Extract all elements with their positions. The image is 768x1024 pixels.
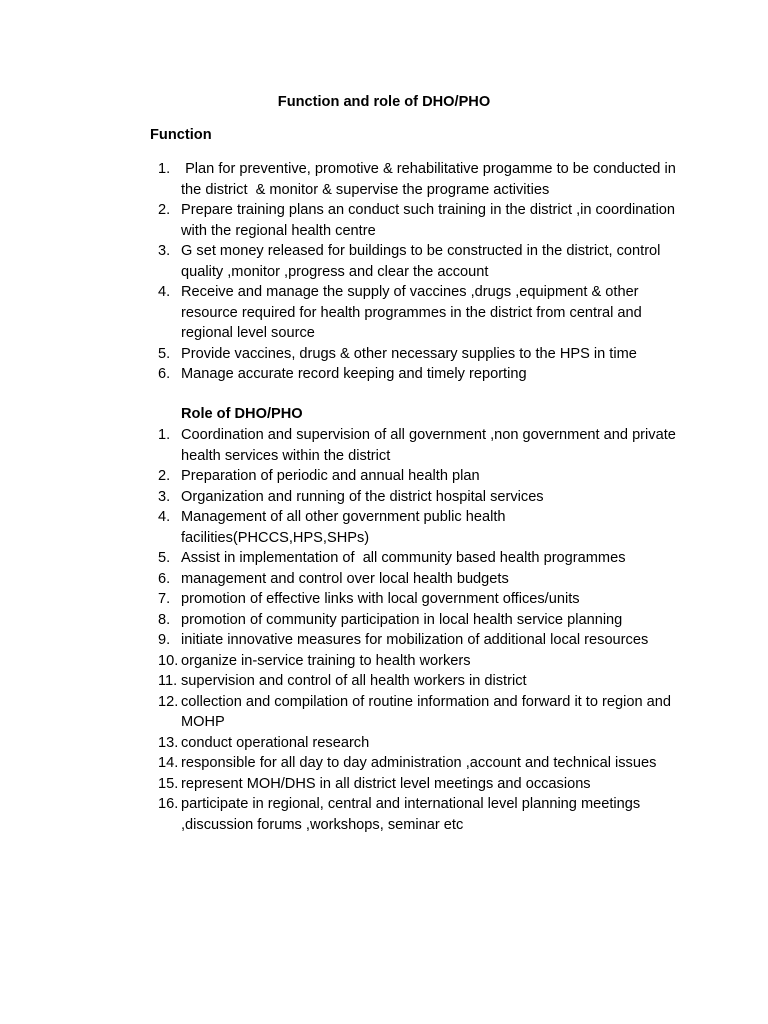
list-item-text: promotion of effective links with local government offices/units: [181, 591, 580, 607]
list-item-text: Receive and manage the supply of vaccines ,drugs ,equipment & other resource required for health programmes in the district from central and regional level source: [181, 284, 646, 341]
list-item-text: collection and compilation of routine information and forward it to region and MOHP: [181, 693, 676, 730]
list-item: [0, 344, 768, 365]
list-number: 8.: [158, 611, 171, 628]
list-number: 6.: [158, 366, 171, 382]
list-number: 16.: [158, 796, 179, 812]
role-list: [0, 425, 768, 835]
list-item-text: Organization and running of the district hospital services: [181, 488, 544, 505]
list-item: [0, 589, 768, 610]
list-number: 9.: [158, 632, 171, 648]
list-item: [0, 630, 768, 651]
list-number: 10.: [158, 652, 179, 669]
list-item-text: participate in regional, central and international level planning meetings ,discussion forums ,workshops, seminar etc: [181, 796, 645, 833]
list-item: [0, 692, 768, 733]
list-item-text: management and control over local health budgets: [181, 570, 509, 587]
list-number: 5.: [158, 550, 171, 566]
list-item-text: Preparation of periodic and annual health plan: [181, 468, 480, 484]
list-number: 3.: [158, 243, 171, 259]
list-item-text: represent MOH/DHS in all district level meetings and occasions: [181, 775, 591, 792]
list-item-text: supervision and control of all health workers in district: [181, 673, 527, 689]
list-item-text: initiate innovative measures for mobilization of additional local resources: [181, 632, 649, 648]
list-item: [0, 282, 768, 344]
list-item-text: promotion of community participation in local health service planning: [181, 611, 623, 628]
list-item: [0, 487, 768, 508]
list-number: 12.: [158, 693, 179, 710]
list-number: 1.: [158, 161, 171, 177]
list-item-text: Assist in implementation of all community based health programmes: [181, 550, 626, 566]
list-item: [0, 733, 768, 754]
list-number: 15.: [158, 775, 179, 792]
list-number: 11.: [158, 673, 178, 689]
list-number: 5.: [158, 345, 171, 362]
list-item-text: Provide vaccines, drugs & other necessary supplies to the HPS in time: [181, 345, 637, 362]
list-item: [0, 610, 768, 631]
list-item-text: G set money released for buildings to be constructed in the district, control quality ,monitor ,progress and clear the account: [181, 243, 665, 280]
list-item: [0, 507, 768, 548]
list-item: [0, 425, 768, 466]
list-item: [0, 159, 768, 200]
list-item: [0, 569, 768, 590]
list-number: 13.: [158, 734, 179, 751]
list-item-text: Coordination and supervision of all government ,non government and private health services within the district: [181, 427, 680, 464]
list-item-text: Prepare training plans an conduct such training in the district ,in coordination with the regional health centre: [181, 202, 680, 239]
list-item-text: Plan for preventive, promotive & rehabilitative progamme to be conducted in the district & monitor & supervise the programe activities: [181, 161, 680, 198]
list-item-text: conduct operational research: [181, 734, 370, 751]
list-item: [0, 794, 768, 835]
list-item: [0, 671, 768, 692]
list-number: 6.: [158, 570, 171, 587]
list-item: [0, 774, 768, 795]
list-number: 4.: [158, 284, 171, 300]
list-item-text: Manage accurate record keeping and timely reporting: [181, 366, 527, 382]
list-item-text: organize in-service training to health workers: [181, 652, 471, 669]
list-number: 2.: [158, 202, 171, 218]
list-item: [0, 466, 768, 487]
list-item-text: responsible for all day to day administration ,account and technical issues: [181, 755, 657, 771]
role-heading: Role of DHO/PHO: [181, 406, 303, 422]
list-number: 3.: [158, 488, 171, 505]
list-number: 14.: [158, 755, 179, 771]
list-item-text: Management of all other government public health facilities(PHCCS,HPS,SHPs): [181, 509, 510, 546]
list-number: 4.: [158, 509, 171, 525]
list-item: [0, 200, 768, 241]
list-number: 7.: [158, 591, 171, 607]
list-item: [0, 651, 768, 672]
function-heading: Function: [150, 127, 212, 143]
document-title: Function and role of DHO/PHO: [277, 94, 491, 110]
list-item: [0, 364, 768, 385]
function-list: [0, 159, 768, 385]
list-item: [0, 753, 768, 774]
list-item: [0, 548, 768, 569]
list-item: [0, 241, 768, 282]
list-number: 2.: [158, 468, 171, 484]
list-number: 1.: [158, 427, 171, 443]
